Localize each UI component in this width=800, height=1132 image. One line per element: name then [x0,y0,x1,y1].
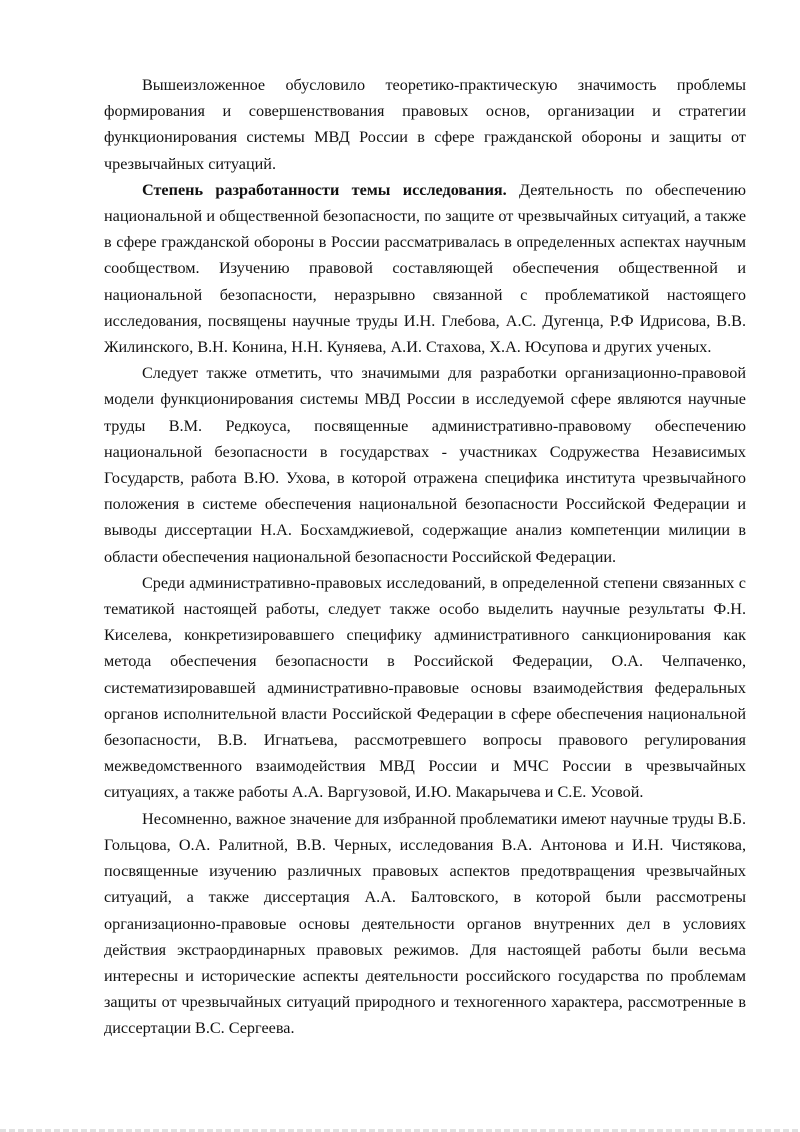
paragraph-text: Среди административно-правовых исследований, в определенной степени связанных с тематикой настоящей работы, следует также особо выделить научные результаты Ф.Н. Киселева, конкретизировавшего специфику административного санкционирования как метода обеспечения безопасности в Российской Федерации, О.А. Челпаченко, систематизировавшей административно-правовые основы взаимодействия федеральных органов исполнительной власти Российской Федерации в сфере обеспечения национальной безопасности, В.В. Игнатьева, рассмотревшего вопросы правового регулирования межведомственного взаимодействия МВД России и МЧС России в чрезвычайных ситуациях, а также работы А.А. Варгузовой, И.Ю. Макарычева и С.Е. Усовой. [104,573,746,802]
paragraph-lead-bold: Степень разработанности темы исследования. [142,180,507,199]
paragraph-5 [104,806,746,1042]
paragraph-text: Несомненно, важное значение для избранной проблематики имеют научные труды В.Б. Гольцова, О.А. Ралитной, В.В. Черных, исследования В.А. Антонова и И.Н. Чистякова, посвященные изучению различных правовых аспектов предотвращения чрезвычайных ситуаций, а также диссертация А.А. Балтовского, в которой были рассмотрены организационно-правовые основы деятельности органов внутренних дел в условиях действия экстраординарных правовых режимов. Для настоящей работы были весьма интересны и исторические аспекты деятельности российского государства по проблемам защиты от чрезвычайных ситуаций природного и техногенного характера, рассмотренные в диссертации В.С. Сергеева. [104,809,746,1038]
paragraph-text: Деятельность по обеспечению национальной и общественной безопасности, по защите от чрезвычайных ситуаций, а также в сфере гражданской обороны в России рассматривалась в определенных аспектах научным сообществом. Изучению правовой составляющей обеспечения общественной и национальной безопасности, неразрывно связанной с проблематикой настоящего исследования, посвящены научные труды И.Н. Глебова, А.С. Дугенца, Р.Ф Идрисова, В.В. Жилинского, В.Н. Конина, Н.Н. Куняева, А.И. Стахова, Х.А. Юсупова и других ученых. [104,180,746,357]
paragraph-4 [104,570,746,806]
document-page [104,72,746,1042]
paragraph-text: Вышеизложенное обусловило теоретико-практическую значимость проблемы формирования и совершенствования правовых основ, организации и стратегии функционирования системы МВД России в сфере гражданской обороны и защиты от чрезвычайных ситуаций. [104,76,746,173]
paragraph-1 [104,72,746,177]
paragraph-text: Следует также отметить, что значимыми для разработки организационно-правовой модели функционирования системы МВД России в исследуемой сфере являются научные труды В.М. Редкоуса, посвященные административно-правовому обеспечению национальной безопасности в государствах - участниках Содружества Независимых Государств, работа В.Ю. Ухова, в которой отражена специфика института чрезвычайного положения в системе обеспечения национальной безопасности Российской Федерации и выводы диссертации Н.А. Босхамджиевой, содержащие анализ компетенции милиции в области обеспечения национальной безопасности Российской Федерации. [104,364,746,566]
paragraph-3 [104,360,746,570]
paragraph-2 [104,177,746,360]
